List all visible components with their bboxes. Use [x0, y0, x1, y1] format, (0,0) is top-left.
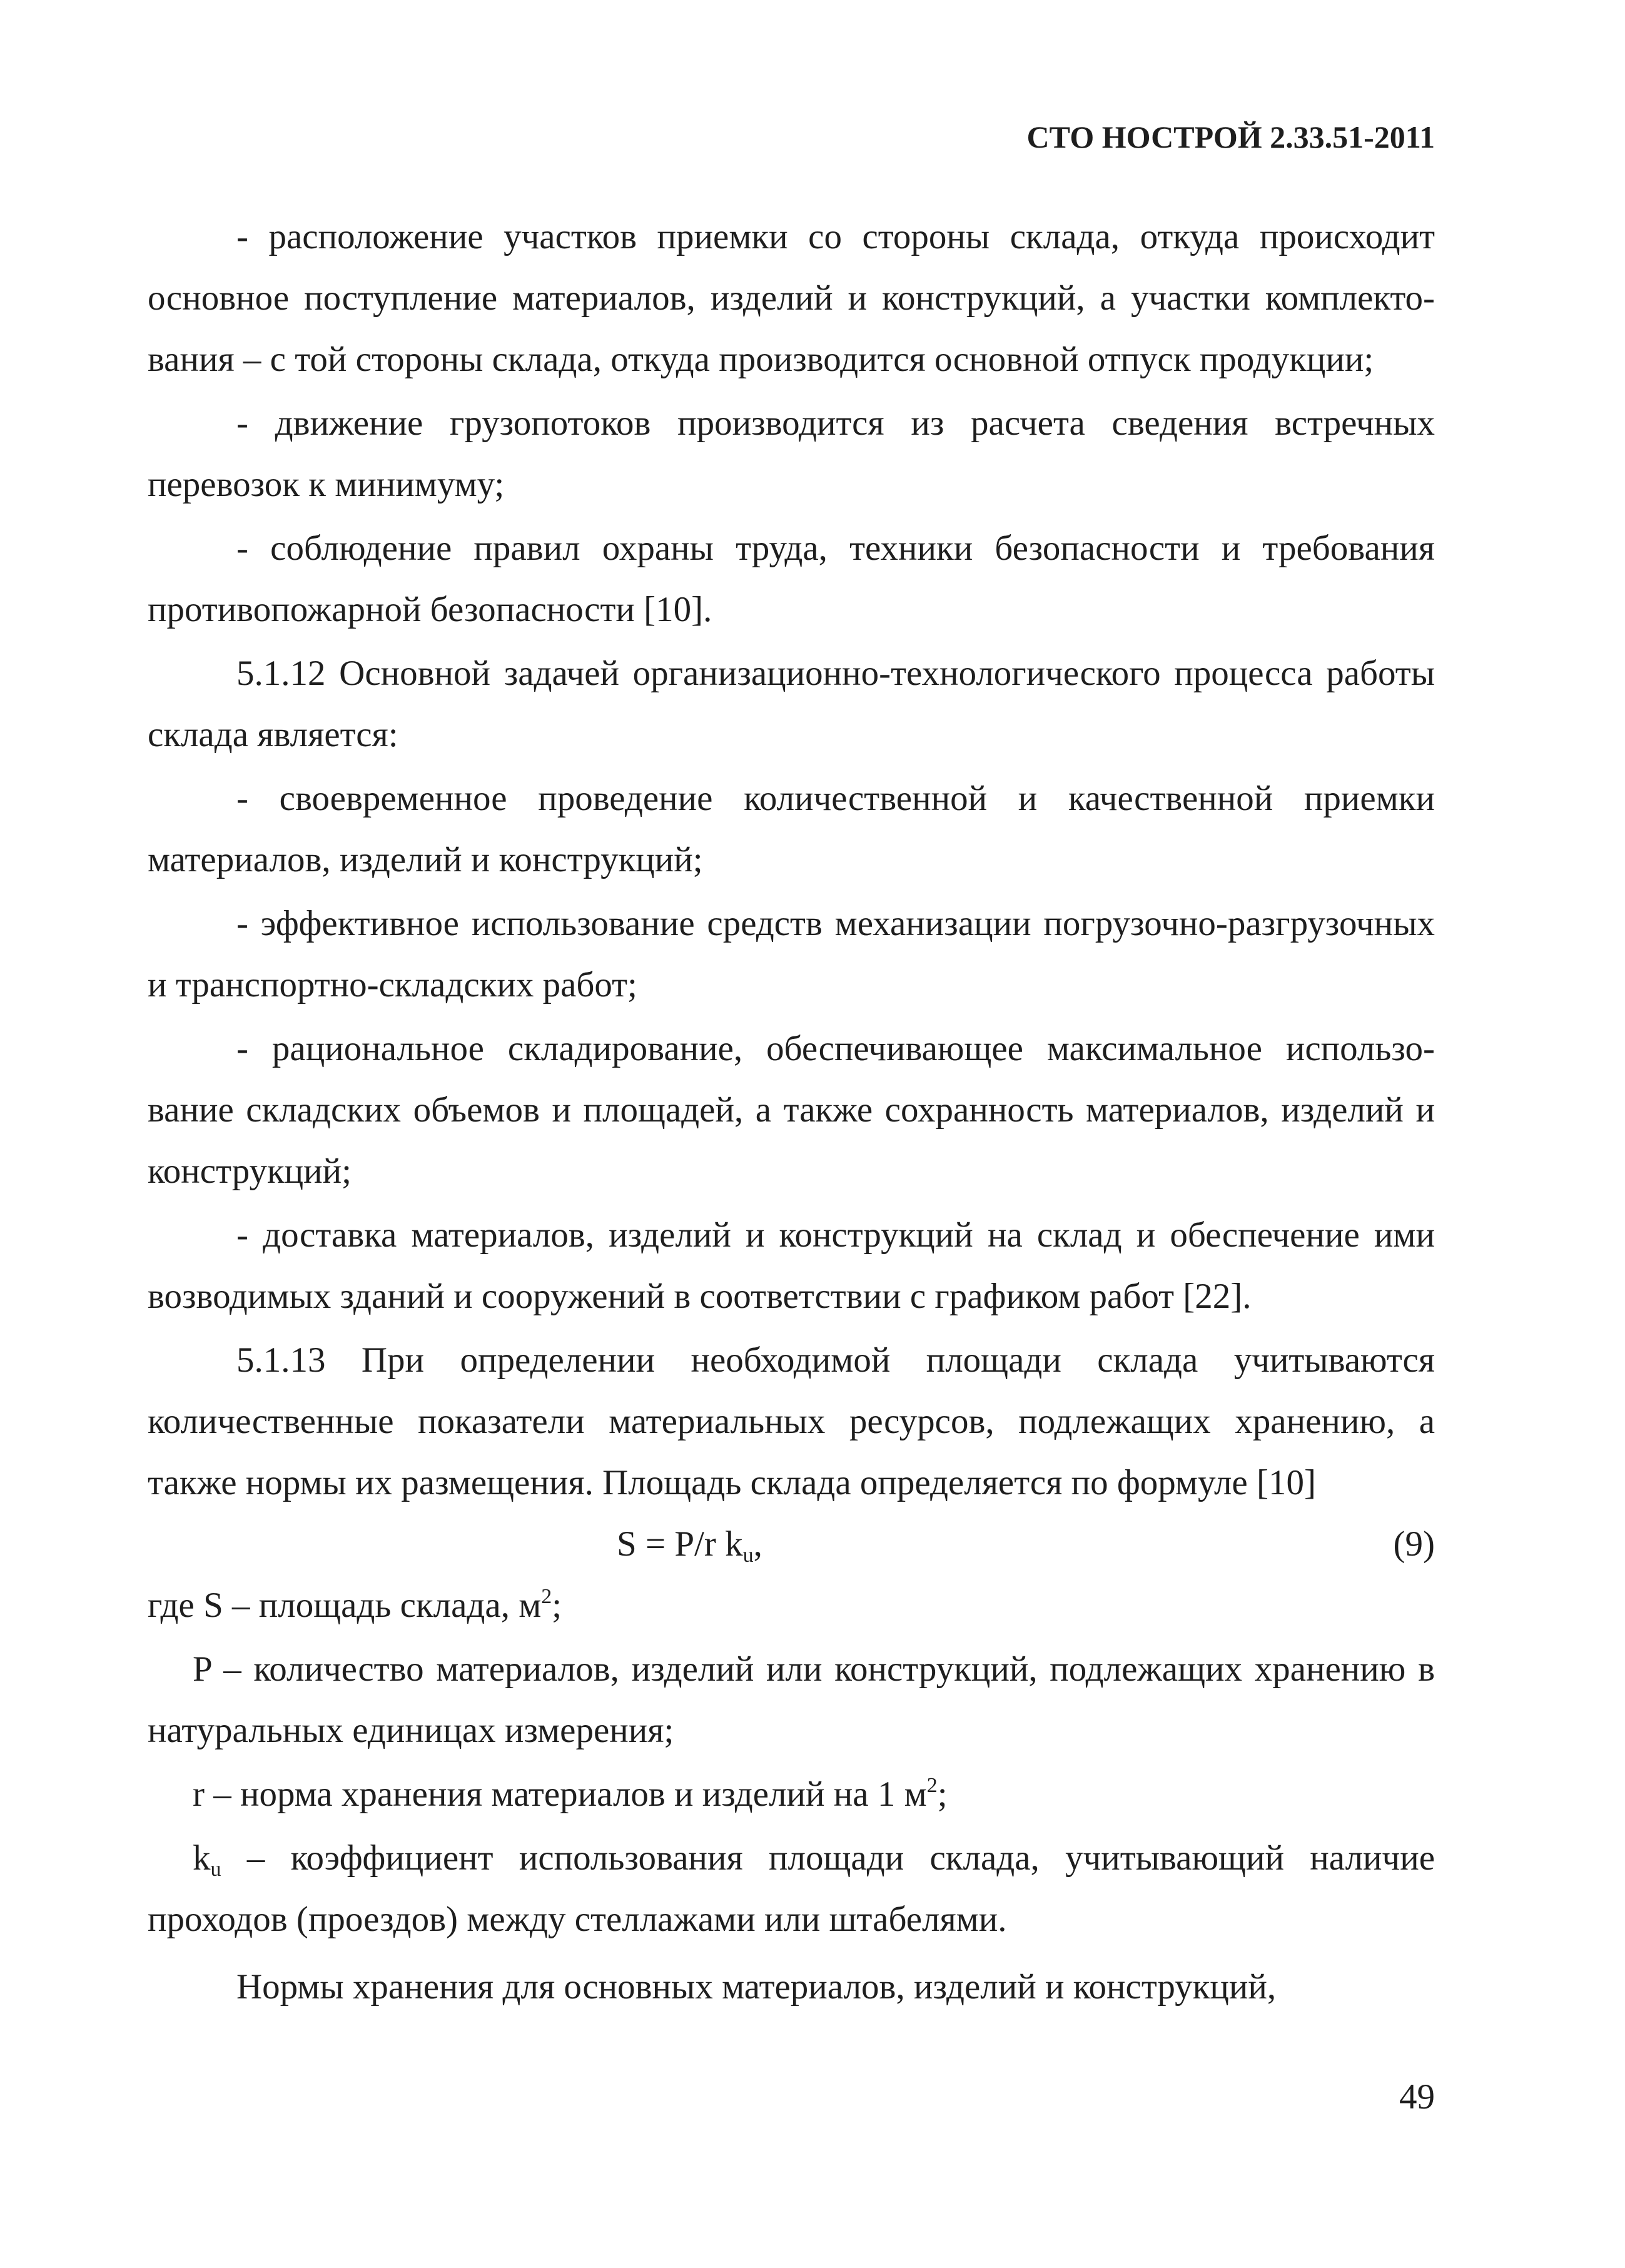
paragraph-safety-rules: - соблюдение правил охраны труда, техники безопасности и требования противопожарной безопасности [10].	[148, 529, 1435, 629]
paragraph-timely-acceptance: - своевременное проведение количественной и качественной приемки материалов, изделий и конструкций;	[148, 779, 1435, 879]
definition-s: где S – площадь склада, $м^2$;	[148, 1585, 562, 1625]
formula-subscript: u	[742, 1544, 754, 1567]
document-body	[148, 206, 1435, 2018]
paragraph-section-5-1-12: 5.1.12 Основной задачей организационно-технологического процесса работы склада является:	[148, 654, 1435, 754]
paragraph-mechanization: - эффективное использование средств механизации погрузочно-разгрузочных и транспортно-складских работ;	[148, 904, 1435, 1005]
formula-9	[148, 1514, 1435, 1575]
paragraph-cargo-flows: - движение грузопотоков производится из расчета сведения встречных перевозок к минимуму;	[148, 403, 1435, 504]
formula-number: (9)	[1393, 1524, 1435, 1564]
definition-r: r – норма хранения материалов и изделий на 1 $м^2$;	[193, 1774, 948, 1814]
paragraph-storage-norms: Нормы хранения для основных материалов, изделий и конструкций,	[236, 1967, 1277, 2007]
paragraph-delivery: - доставка материалов, изделий и конструкций на склад и обеспечение ими возводимых зданий и сооружений в соответствии с графиком работ [22].	[148, 1215, 1435, 1316]
formula-expression: S = P/r $k_u$,	[617, 1524, 762, 1567]
document-code-header: СТО НОСТРОЙ 2.33.51-2011	[1026, 119, 1435, 154]
paragraph-rational-storage: - рациональное складирование, обеспечивающее максимальное использование складских объемов и площадей, а также сохранность материалов, изделий и конструкций;	[148, 1029, 1435, 1191]
definition-p: P – количество материалов, изделий или конструкций, подлежащих хранению в натуральных единицах измерения;	[148, 1649, 1435, 1750]
paragraph-receiving-areas: - расположение участков приемки со стороны склада, откуда происходит основное поступление материалов, изделий и конструкций, а участки комплектования – с той стороны склада, откуда производится основной отпуск продукции;	[148, 217, 1435, 379]
definition-k: $k_u$ – коэффициент использования площади склада, учитывающий наличие проходов (проездов) между стеллажами или штабелями.	[148, 1838, 1435, 1939]
page-number: 49	[1399, 2077, 1435, 2117]
paragraph-section-5-1-13: 5.1.13 При определении необходимой площади склада учитываются количественные показатели материальных ресурсов, подлежащих хранению, а также нормы их размещения. Площадь склада определяется по формуле [10]	[148, 1340, 1435, 1502]
